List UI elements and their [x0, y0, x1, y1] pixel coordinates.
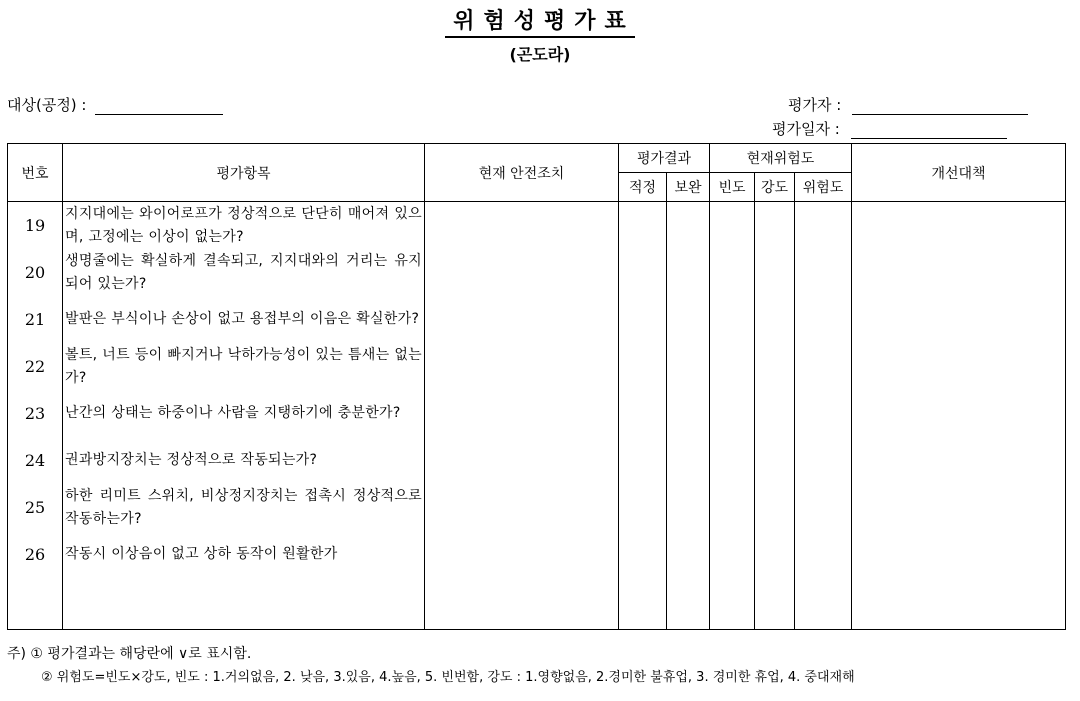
evaluation-item: 발판은 부식이나 손상이 없고 용접부의 이음은 확실한가?: [65, 311, 420, 327]
date-blank-line[interactable]: [851, 124, 1007, 139]
improvement-cell[interactable]: [852, 202, 1066, 630]
row-number: 21: [24, 310, 46, 329]
footnote-2: ② 위험도=빈도×강도, 빈도 : 1.거의없음, 2. 낮음, 3.있음, 4.높음, 5. 빈번함, 강도 : 1.영향없음, 2.경미한 불휴업, 3. 경미한 휴업, 4. 중대재해: [41, 670, 855, 685]
col-header-item: 평가항목: [63, 144, 425, 202]
evaluator-label: 평가자 :: [788, 96, 842, 114]
row-number: 23: [24, 404, 46, 423]
result-supplement-cell[interactable]: [667, 202, 710, 630]
col-header-supplement: 보완: [667, 173, 710, 202]
risk-level-cell[interactable]: [795, 202, 852, 630]
col-header-number: 번호: [8, 144, 63, 202]
evaluation-table: [7, 143, 1066, 630]
col-header-frequency: 빈도: [710, 173, 755, 202]
footnotes: [7, 642, 855, 690]
evaluator-field: [788, 94, 1028, 115]
current-measures-cell[interactable]: [425, 202, 619, 630]
number-column: [8, 202, 63, 630]
target-field: [7, 94, 223, 115]
row-number: 22: [24, 357, 46, 376]
col-header-improvement: 개선대책: [852, 144, 1066, 202]
target-blank-line[interactable]: [95, 100, 223, 115]
evaluation-item: 하한 리미트 스위치, 비상정지장치는 접촉시 정상적으로 작동하는가?: [65, 487, 422, 527]
col-header-fit: 적정: [619, 173, 667, 202]
row-number: 25: [24, 498, 46, 517]
evaluation-item: 생명줄에는 확실하게 결속되고, 지지대와의 거리는 유지되어 있는가?: [65, 252, 422, 292]
footnote-1: 주) ① 평가결과는 해당란에 ∨로 표시함.: [7, 646, 252, 662]
evaluation-item: 권과방지장치는 정상적으로 작동되는가?: [65, 452, 318, 468]
evaluation-item: 지지대에는 와이어로프가 정상적으로 단단히 매어져 있으며, 고정에는 이상이 없는가?: [65, 205, 422, 245]
page-subtitle: (곤도라): [509, 45, 571, 64]
col-header-severity: 강도: [755, 173, 795, 202]
col-header-risk: 현재위험도: [710, 144, 852, 173]
evaluation-item: 난간의 상태는 하중이나 사람을 지탱하기에 충분한가?: [65, 405, 401, 421]
evaluation-item: 작동시 이상음이 없고 상하 동작이 원활한가: [65, 546, 338, 562]
item-column: [63, 202, 425, 630]
severity-cell[interactable]: [755, 202, 795, 630]
page-title: 위험성평가표: [445, 2, 635, 38]
target-label: 대상(공정) :: [7, 96, 87, 114]
evaluator-blank-line[interactable]: [852, 100, 1028, 115]
col-header-current-measures: 현재 안전조치: [425, 144, 619, 202]
frequency-cell[interactable]: [710, 202, 755, 630]
date-field: [772, 118, 1007, 139]
row-number: 26: [24, 545, 46, 564]
evaluation-item: 볼트, 너트 등이 빠지거나 낙하가능성이 있는 틈새는 없는가?: [65, 346, 422, 386]
row-number: 20: [24, 263, 46, 282]
row-number: 24: [24, 451, 46, 470]
title-wrap: [0, 2, 1080, 38]
col-header-risk-level: 위험도: [795, 173, 852, 202]
date-label: 평가일자 :: [772, 120, 840, 138]
row-number: 19: [24, 216, 46, 235]
col-header-result: 평가결과: [619, 144, 710, 173]
result-fit-cell[interactable]: [619, 202, 667, 630]
